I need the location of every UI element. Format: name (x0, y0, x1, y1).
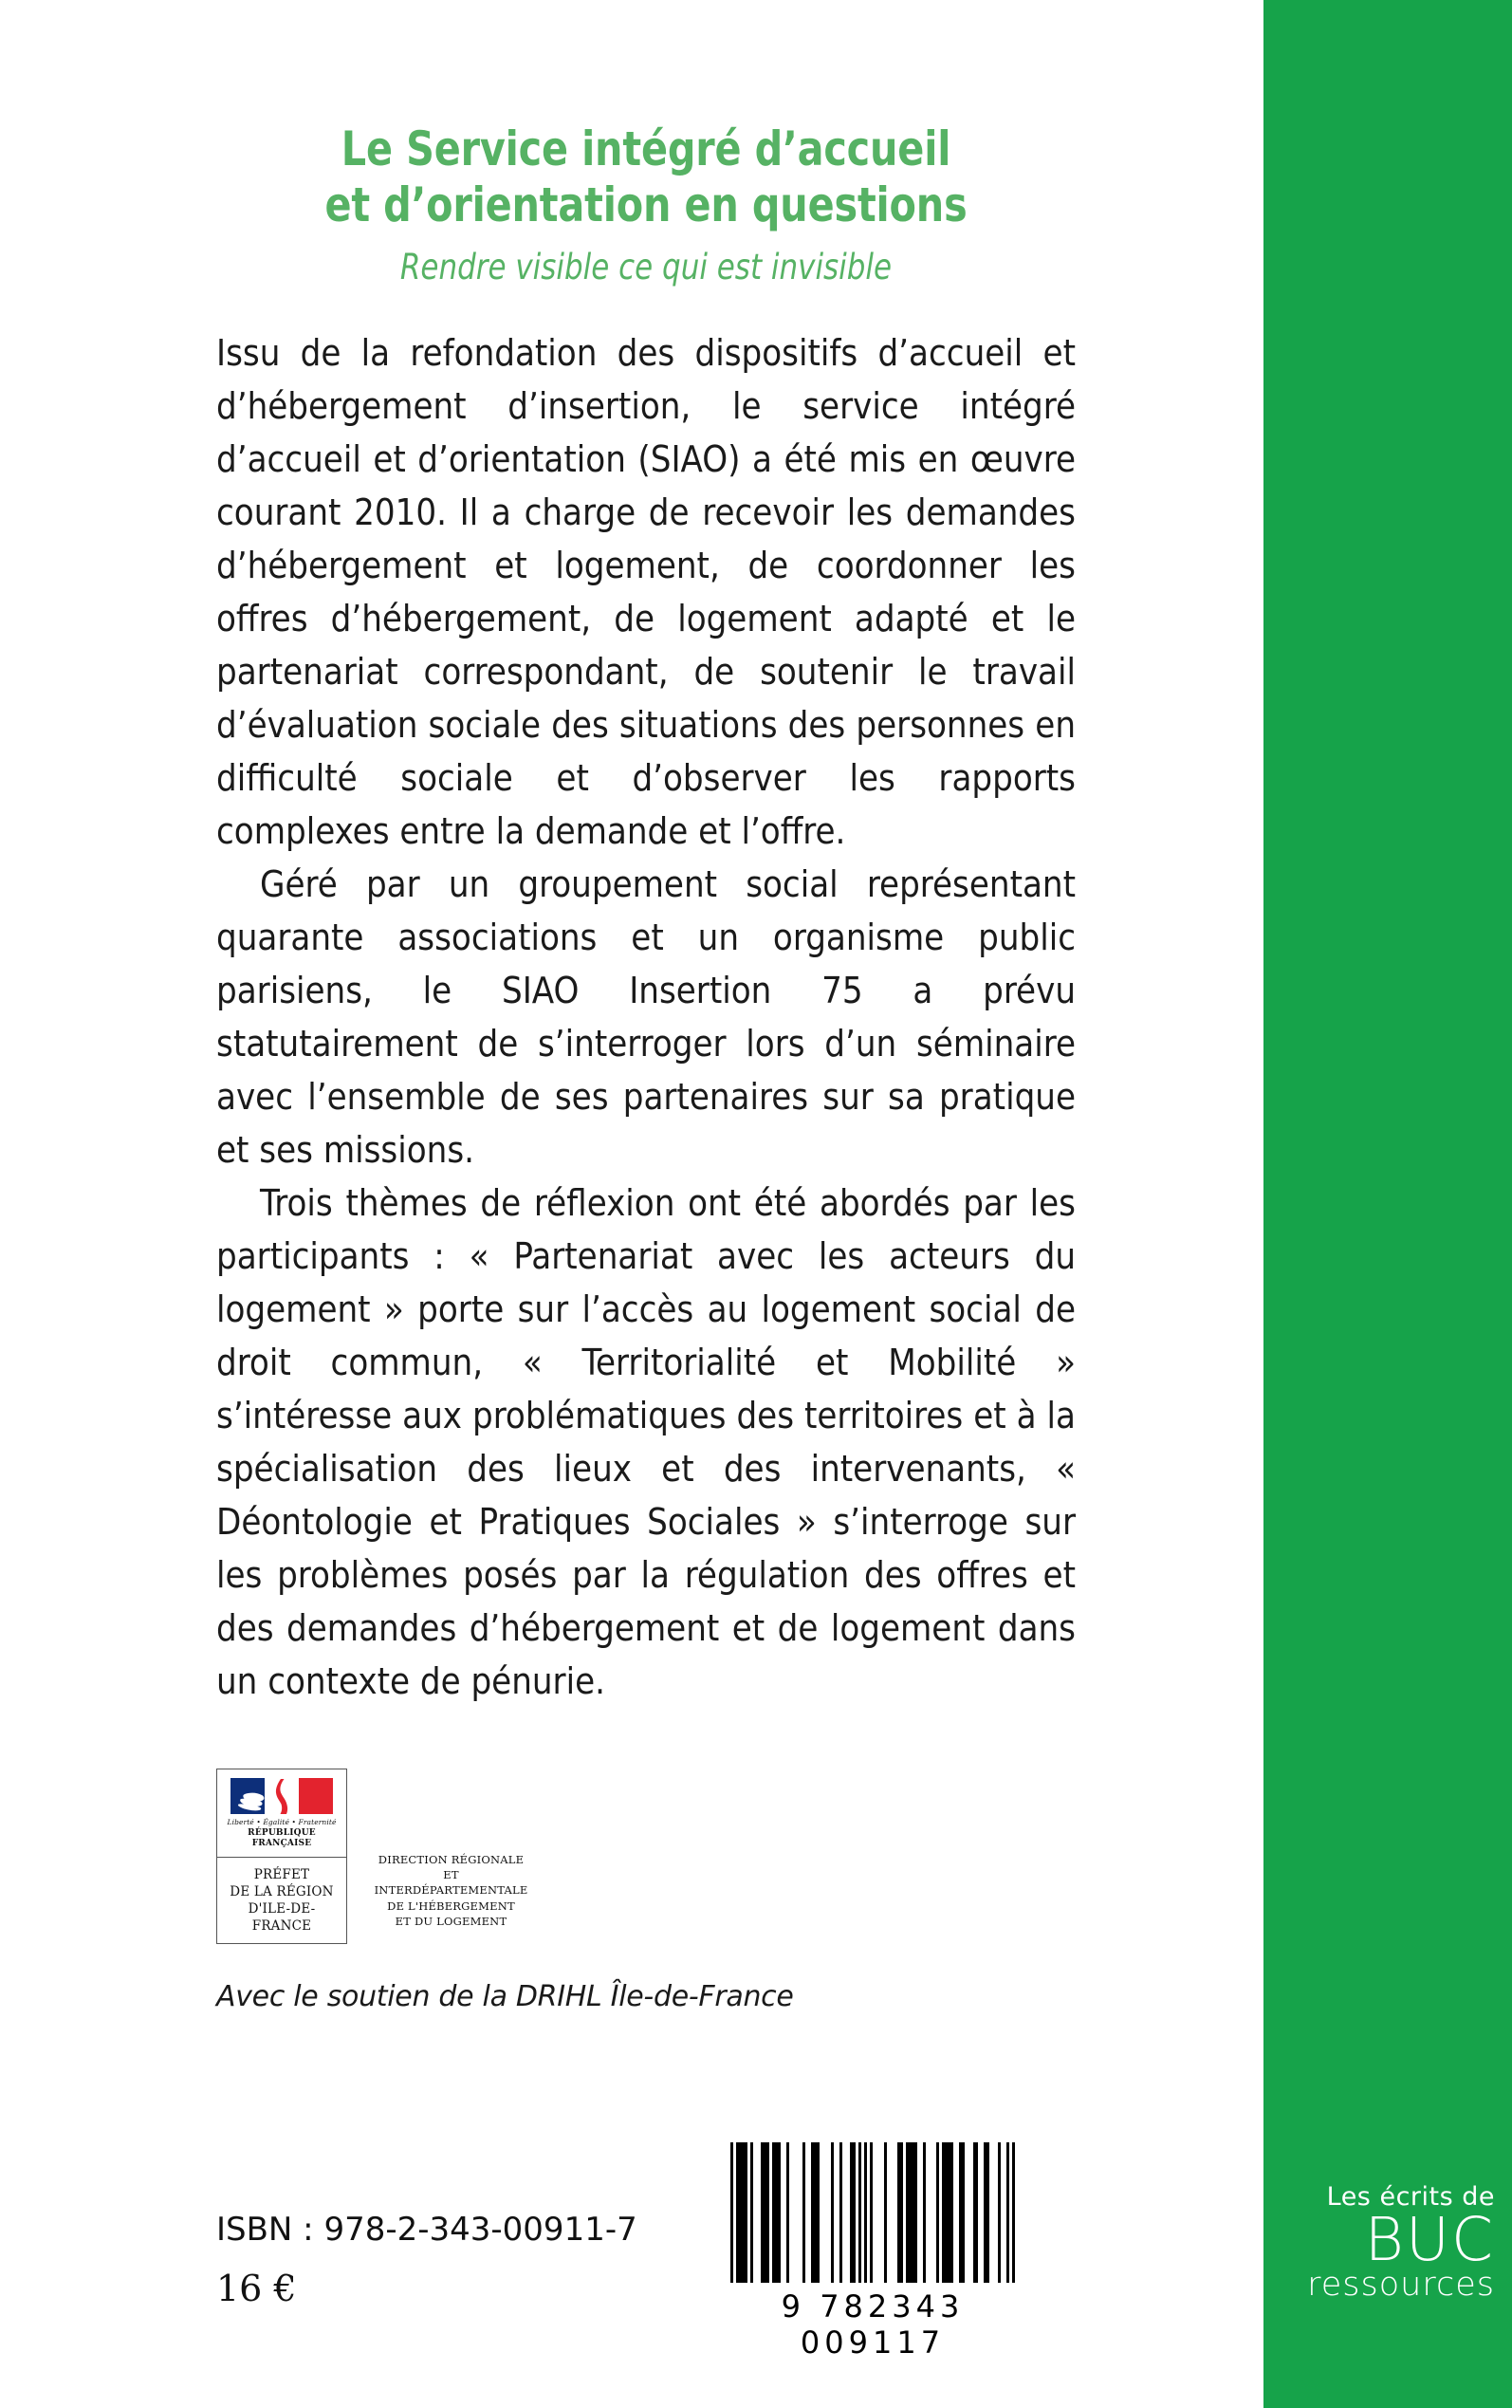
book-title-line-2: et d’orientation en questions (324, 177, 968, 232)
institutional-logos-row (216, 1769, 1076, 1944)
price-text: 16 € (216, 2268, 297, 2309)
devise-text: Liberté • Égalité • Fraternité (227, 1818, 337, 1827)
drihl-line-3: DE L'HÉBERGEMENT (387, 1899, 515, 1913)
prefet-line-3: D'ILE-DE-FRANCE (248, 1901, 316, 1935)
marianne-block (217, 1769, 346, 1858)
bottom-area (216, 2211, 1076, 2309)
book-subtitle: Rendre visible ce qui est invisible (399, 247, 893, 287)
blurb-paragraph-3: Trois thèmes de réflexion ont été abordés par les participants : « Partenariat avec les acteurs du logement » porte sur l’accès au logement social de droit commun, « Territorialité et Mobilité » s’intéresse aux problématiques des territoires et à la spécialisation des lieux et des intervenants, « Déontologie et Pratiques Sociales » s’interroge sur les problèmes posés par la régulation des offres et des demandes d’hébergement et de logement dans un contexte de pénurie. (216, 1182, 1076, 1703)
drihl-logo-text (368, 1852, 534, 1945)
prefet-logo-box (216, 1769, 347, 1944)
publisher-name-buc: BUC (1364, 2205, 1495, 2275)
book-title-line-1: Le Service intégré d’accueil (341, 121, 951, 176)
prefet-line-2: DE LA RÉGION (230, 1884, 334, 1900)
drihl-line-2: ET INTERDÉPARTEMENTALE (374, 1868, 528, 1898)
prefet-region-text (217, 1858, 346, 1943)
marianne-flag-icon (230, 1778, 333, 1814)
blurb-paragraph-2: Géré par un groupement social représentant quarante associations et un organisme public parisiens, le SIAO Insertion 75 a prévu statutairement de s’interroger lors d’un séminaire avec l’ensemble de ses partenaires sur sa pratique et ses missions. (216, 863, 1076, 1172)
blurb-paragraph-1: Issu de la refondation des dispositifs d’accueil et d’hébergement d’insertion, le service intégré d’accueil et d’orientation (SIAO) a été mis en œuvre courant 2010. Il a charge de recevoir les demandes d’hébergement et logement, de coordonner les offres d’hébergement, de logement adapté et le partenariat correspondant, de soutenir le travail d’évaluation sociale des situations des personnes en difficulté sociale et d’observer les rapports complexes entre la demande et l’offre. (216, 332, 1076, 853)
republique-francaise-text: RÉPUBLIQUE FRANÇAISE (248, 1827, 316, 1849)
barcode-digits: 9 782343 009117 (781, 2288, 965, 2361)
drihl-line-1: DIRECTION RÉGIONALE (378, 1852, 525, 1866)
isbn-text: ISBN : 978-2-343-00911-7 (216, 2211, 637, 2249)
spine-green-strip (1263, 0, 1512, 2408)
drihl-line-4: ET DU LOGEMENT (395, 1915, 507, 1929)
publisher-tagline: Les écrits de (1326, 2182, 1495, 2213)
support-note: Avec le soutien de la DRIHL Île-de-France (216, 1980, 794, 2014)
blurb-text (216, 326, 1076, 1708)
title-block (216, 0, 1076, 288)
publisher-name-ressources: ressources (1307, 2266, 1495, 2304)
prefet-line-1: PRÉFET (253, 1867, 310, 1883)
back-cover-content (216, 0, 1076, 2013)
publisher-logo (1281, 2184, 1495, 2302)
